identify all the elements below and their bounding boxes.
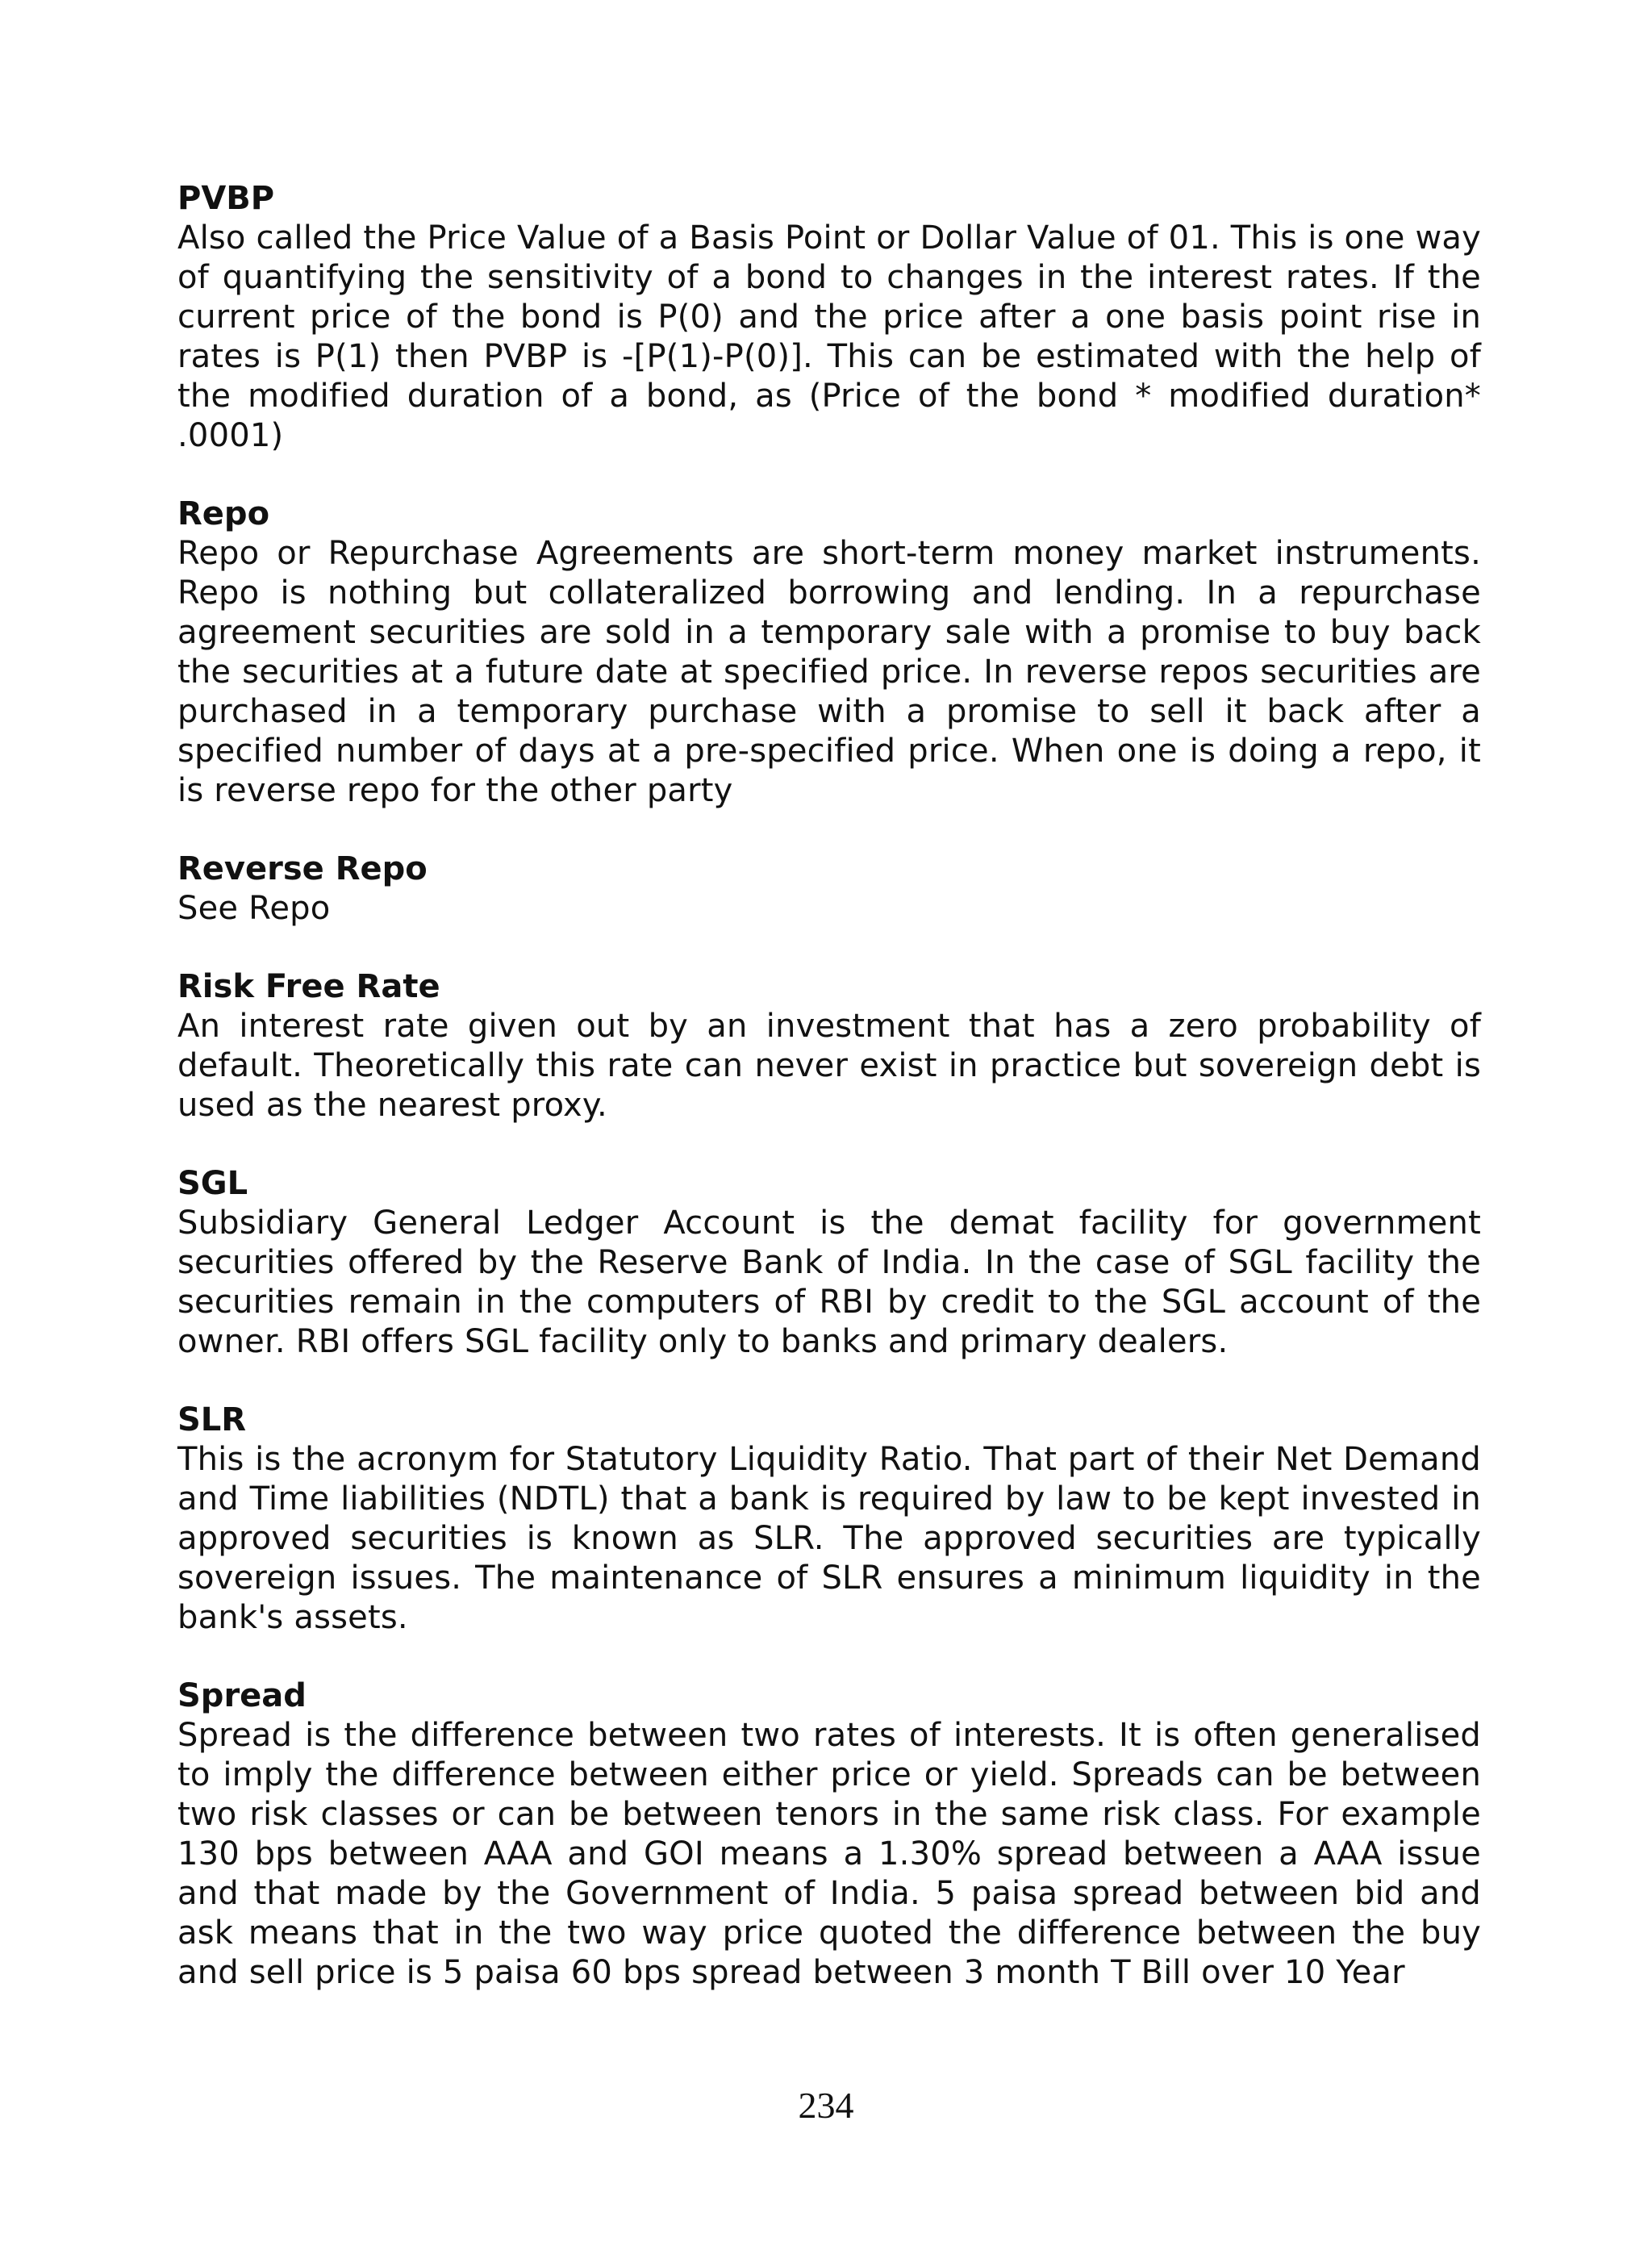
term-definition: Subsidiary General Ledger Account is the demat facility for government securities offered by the Reserve Bank of India. In the case of SGL facility the securities remain in the computers of RBI by credit to the SGL account of the owner. RBI offers SGL facility only to banks and primary dealers. xyxy=(177,1205,1481,1360)
term-heading: SLR xyxy=(177,1401,247,1438)
glossary-entry-risk-free-rate xyxy=(177,967,1481,1125)
term-heading: Risk Free Rate xyxy=(177,968,440,1005)
term-definition: This is the acronym for Statutory Liquidity Ratio. That part of their Net Demand and Time liabilities (NDTL) that a bank is required by law to be kept invested in approved securities is known as SLR. The approved securities are typically sovereign issues. The maintenance of SLR ensures a minimum liquidity in the bank's assets. xyxy=(177,1441,1481,1636)
term-definition: See Repo xyxy=(177,890,331,927)
glossary-page xyxy=(177,179,1481,2031)
glossary-entry-sgl xyxy=(177,1164,1481,1362)
page-number: 234 xyxy=(798,2085,854,2126)
glossary-entry-spread xyxy=(177,1676,1481,1993)
term-definition: Repo or Repurchase Agreements are short-term money market instruments. Repo is nothing but collateralized borrowing and lending. In a repurchase agreement securities are sold in a temporary sale with a promise to buy back the securities at a future date at specified price. In reverse repos securities are purchased in a temporary purchase with a promise to sell it back after a specified number of days at a pre-specified price. When one is doing a repo, it is reverse repo for the other party xyxy=(177,535,1481,809)
term-heading: SGL xyxy=(177,1165,248,1202)
term-heading: Spread xyxy=(177,1677,307,1714)
term-definition: Also called the Price Value of a Basis Point or Dollar Value of 01. This is one way of quantifying the sensitivity of a bond to changes in the interest rates. If the current price of the bond is P(0) and the price after a one basis point rise in rates is P(1) then PVBP is -[P(1)-P(0)]. This can be estimated with the help of the modified duration of a bond, as (Price of the bond * modified duration* .0001) xyxy=(177,219,1481,454)
glossary-entry-repo xyxy=(177,495,1481,811)
term-definition: Spread is the difference between two rates of interests. It is often generalised to imply the difference between either price or yield. Spreads can be between two risk classes or can be between tenors in the same risk class. For example 130 bps between AAA and GOI means a 1.30% spread between a AAA issue and that made by the Government of India. 5 paisa spread between bid and ask means that in the two way price quoted the difference between the buy and sell price is 5 paisa 60 bps spread between 3 month T Bill over 10 Year xyxy=(177,1717,1481,1991)
glossary-entry-slr xyxy=(177,1401,1481,1638)
glossary-entry-pvbp xyxy=(177,179,1481,456)
term-heading: Reverse Repo xyxy=(177,850,428,887)
term-heading: Repo xyxy=(177,495,270,532)
term-heading: PVBP xyxy=(177,180,275,217)
term-definition: An interest rate given out by an investment that has a zero probability of default. Theoretically this rate can never exist in practice but sovereign debt is used as the nearest proxy. xyxy=(177,1008,1481,1124)
glossary-entry-reverse-repo xyxy=(177,850,1481,929)
